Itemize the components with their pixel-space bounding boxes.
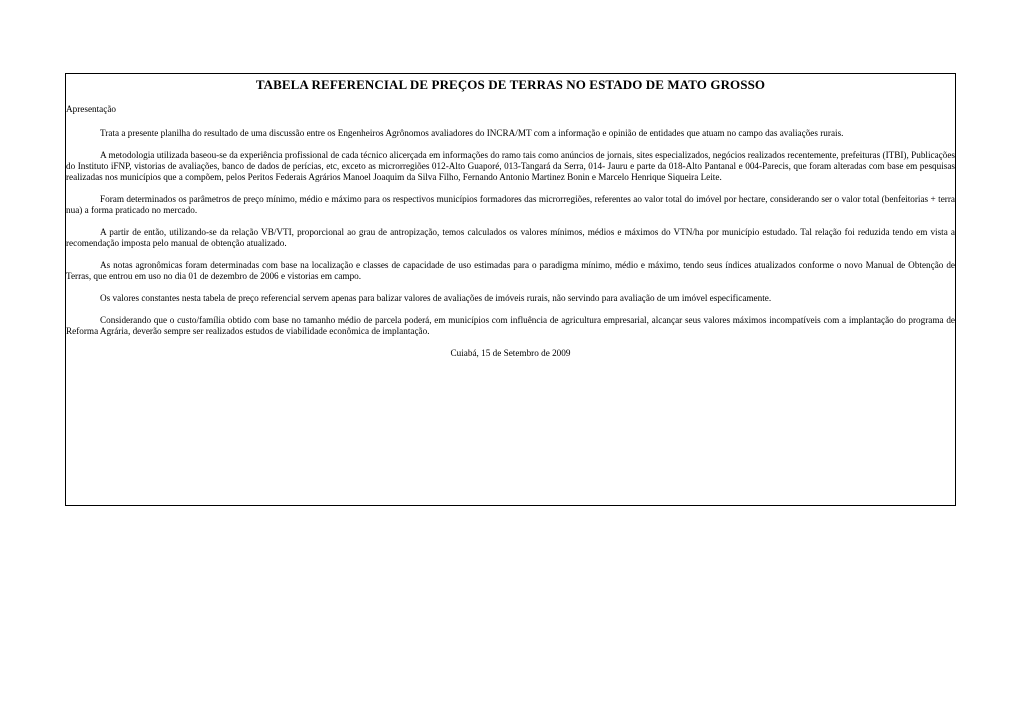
paragraph-methodology: A metodologia utilizada baseou-se da experiência profissional de cada técnico alicerçada em informações do ramo tais como anúncios de jornais, sites especializados, negócios realizados recentemente, prefeituras (ITBI), Publicações do Instituto iFNP, vistorias de avaliações, banco de dados de perícias, etc, exceto as microrregiões 012-Alto Guaporé, 013-Tangará da Serra, 014- Jauru e parte da 018-Alto Pantanal e 004-Parecis, que foram alteradas com base em pesquisas realizadas nos municípios que a compõem, pelos Peritos Federais Agrários Manoel Joaquim da Silva Filho, Fernando Antonio Martinez Bonin e Marcelo Henrique Siqueira Leite.	[66, 150, 955, 182]
document-frame	[65, 73, 956, 506]
document-title: TABELA REFERENCIAL DE PREÇOS DE TERRAS NO ESTADO DE MATO GROSSO	[255, 77, 766, 92]
paragraph-cost-family: Considerando que o custo/família obtido com base no tamanho médio de parcela poderá, em municípios com influência de agricultura empresarial, alcançar seus valores máximos incompatíveis com a implantação do programa de Reforma Agrária, deverão sempre ser realizados estudos de viabilidade econômica de implantação.	[66, 315, 955, 336]
paragraph-agronomic-notes: As notas agronômicas foram determinadas com base na localização e classes de capacidade de uso estimadas para o paradigma mínimo, médio e máximo, tendo seus índices atualizados conforme o novo Manual de Obtenção de Terras, que entrou em uso no dia 01 de dezembro de 2006 e vistorias em campo.	[66, 260, 955, 281]
closing-date: Cuiabá, 15 de Setembro de 2009	[450, 348, 571, 358]
paragraph-vb-vti: A partir de então, utilizando-se da relação VB/VTI, proporcional ao grau de antropização, temos calculados os valores mínimos, médios e máximos do VTN/ha por município estudado. Tal relação foi reduzida tendo em vista a recomendação imposta pelo manual de obtenção atualizado.	[66, 227, 955, 248]
document-body	[66, 104, 955, 359]
paragraph-intro: Trata a presente planilha do resultado de uma discussão entre os Engenheiros Agrônomos avaliadores do INCRA/MT com a informação e opinião de entidades que atuam no campo das avaliações rurais.	[100, 128, 844, 138]
paragraph-parameters: Foram determinados os parâmetros de preço mínimo, médio e máximo para os respectivos municípios formadores das microrregiões, referentes ao valor total do imóvel por hectare, considerando ser o valor total (benfeitorias + terra nua) a forma praticado no mercado.	[66, 194, 955, 215]
paragraph-reference-values: Os valores constantes nesta tabela de preço referencial servem apenas para balizar valores de avaliações de imóveis rurais, não servindo para avaliação de um imóvel especificamente.	[100, 293, 772, 303]
section-heading: Apresentação	[66, 104, 116, 114]
